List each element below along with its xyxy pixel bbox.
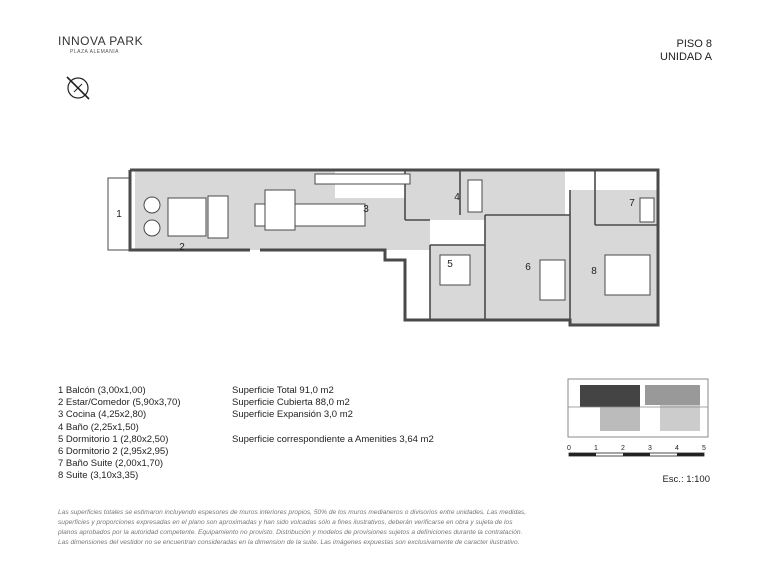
disclaimer (58, 508, 618, 548)
plan-label-8: 8 (591, 266, 597, 277)
scale-label: Esc.: 1:100 (662, 474, 710, 485)
disclaimer-line: superficies y proporciones expresadas en el plano son aproximadas y han sido volcadas sólo a fines ilustrativos, deberán verificarse en obra y sujeta de los (58, 519, 513, 526)
armchair (144, 197, 160, 213)
scale-tick-label: 2 (621, 445, 625, 452)
sofa (208, 196, 228, 238)
room-legend-item: 8 Suite (3,10x3,35) (58, 470, 139, 482)
disclaimer-line: planos aprobados por la autoridad competente. Equipamiento no provisto. Distribución y modelos de provisiones sujetos a definiciones durante la contratación. (58, 529, 523, 536)
plan-label-4: 4 (454, 192, 460, 203)
unit-header (660, 38, 712, 64)
room-legend-item: 6 Dormitorio 2 (2,95x2,95) (58, 446, 169, 458)
shower (640, 198, 654, 222)
scale-bar (565, 440, 715, 470)
plan-label-2: 2 (179, 242, 185, 253)
scale-tick-label: 1 (594, 445, 598, 452)
disclaimer-line: Las superficies totales se estimaron incluyendo espesores de muros interiores propios, 50% de los muros medianeros o divisorios entre unidades. Las medidas, (58, 509, 527, 516)
room-legend-item: 1 Balcón (3,00x1,00) (58, 385, 146, 396)
room-legend-item: 7 Baño Suite (2,00x1,70) (58, 458, 164, 470)
bed-2 (540, 260, 565, 300)
surface-total: Superficie Total 91,0 m2 (232, 385, 334, 396)
building-keyplan (560, 375, 710, 450)
brand-subtitle: PLAZA ALEMANIA (70, 49, 119, 55)
surface-covered: Superficie Cubierta 88,0 m2 (232, 397, 350, 409)
plan-label-5: 5 (447, 259, 453, 270)
compass-icon (64, 74, 92, 102)
plan-label-1: 1 (116, 209, 122, 220)
floor-area (135, 170, 658, 325)
room-legend-item: 2 Estar/Comedor (5,90x3,70) (58, 397, 181, 409)
coffee-table (168, 198, 206, 236)
scale-tick-label: 3 (648, 445, 652, 452)
brand-logo (58, 34, 143, 55)
floor-label: PISO 8 (676, 38, 712, 50)
armchair (144, 220, 160, 236)
rooms-legend (58, 385, 181, 483)
room-legend-item: 3 Cocina (4,25x2,80) (58, 409, 147, 421)
dining-table (265, 190, 295, 230)
surfaces-legend (232, 385, 434, 446)
unit-label: UNIDAD A (660, 51, 712, 63)
floor-plan (100, 160, 670, 335)
plan-label-7: 7 (629, 198, 635, 209)
brand-name: INNOVA PARK (58, 34, 144, 48)
surface-amenities: Superficie correspondiente a Amenities 3,64 m2 (232, 433, 434, 445)
plan-label-3: 3 (363, 204, 369, 215)
plan-label-6: 6 (525, 262, 531, 273)
scale-tick-label: 4 (675, 445, 679, 452)
room-legend-item: 5 Dormitorio 1 (2,80x2,50) (58, 433, 169, 445)
surface-expansion: Superficie Expansión 3,0 m2 (232, 409, 353, 421)
bed-1 (440, 255, 470, 285)
scale-tick-label: 5 (702, 445, 706, 452)
bathtub (468, 180, 482, 212)
room-legend-item: 4 Baño (2,25x1,50) (58, 421, 139, 433)
scale-tick-label: 0 (567, 445, 571, 452)
disclaimer-line: Las dimensiones del vestidor no se encuentran consideradas en la dimension de la suite. Las imágenes expuestas son exclusivamente de caracter ilustrativo. (58, 539, 520, 546)
bed-suite (605, 255, 650, 295)
kitchen-counter (315, 174, 410, 184)
